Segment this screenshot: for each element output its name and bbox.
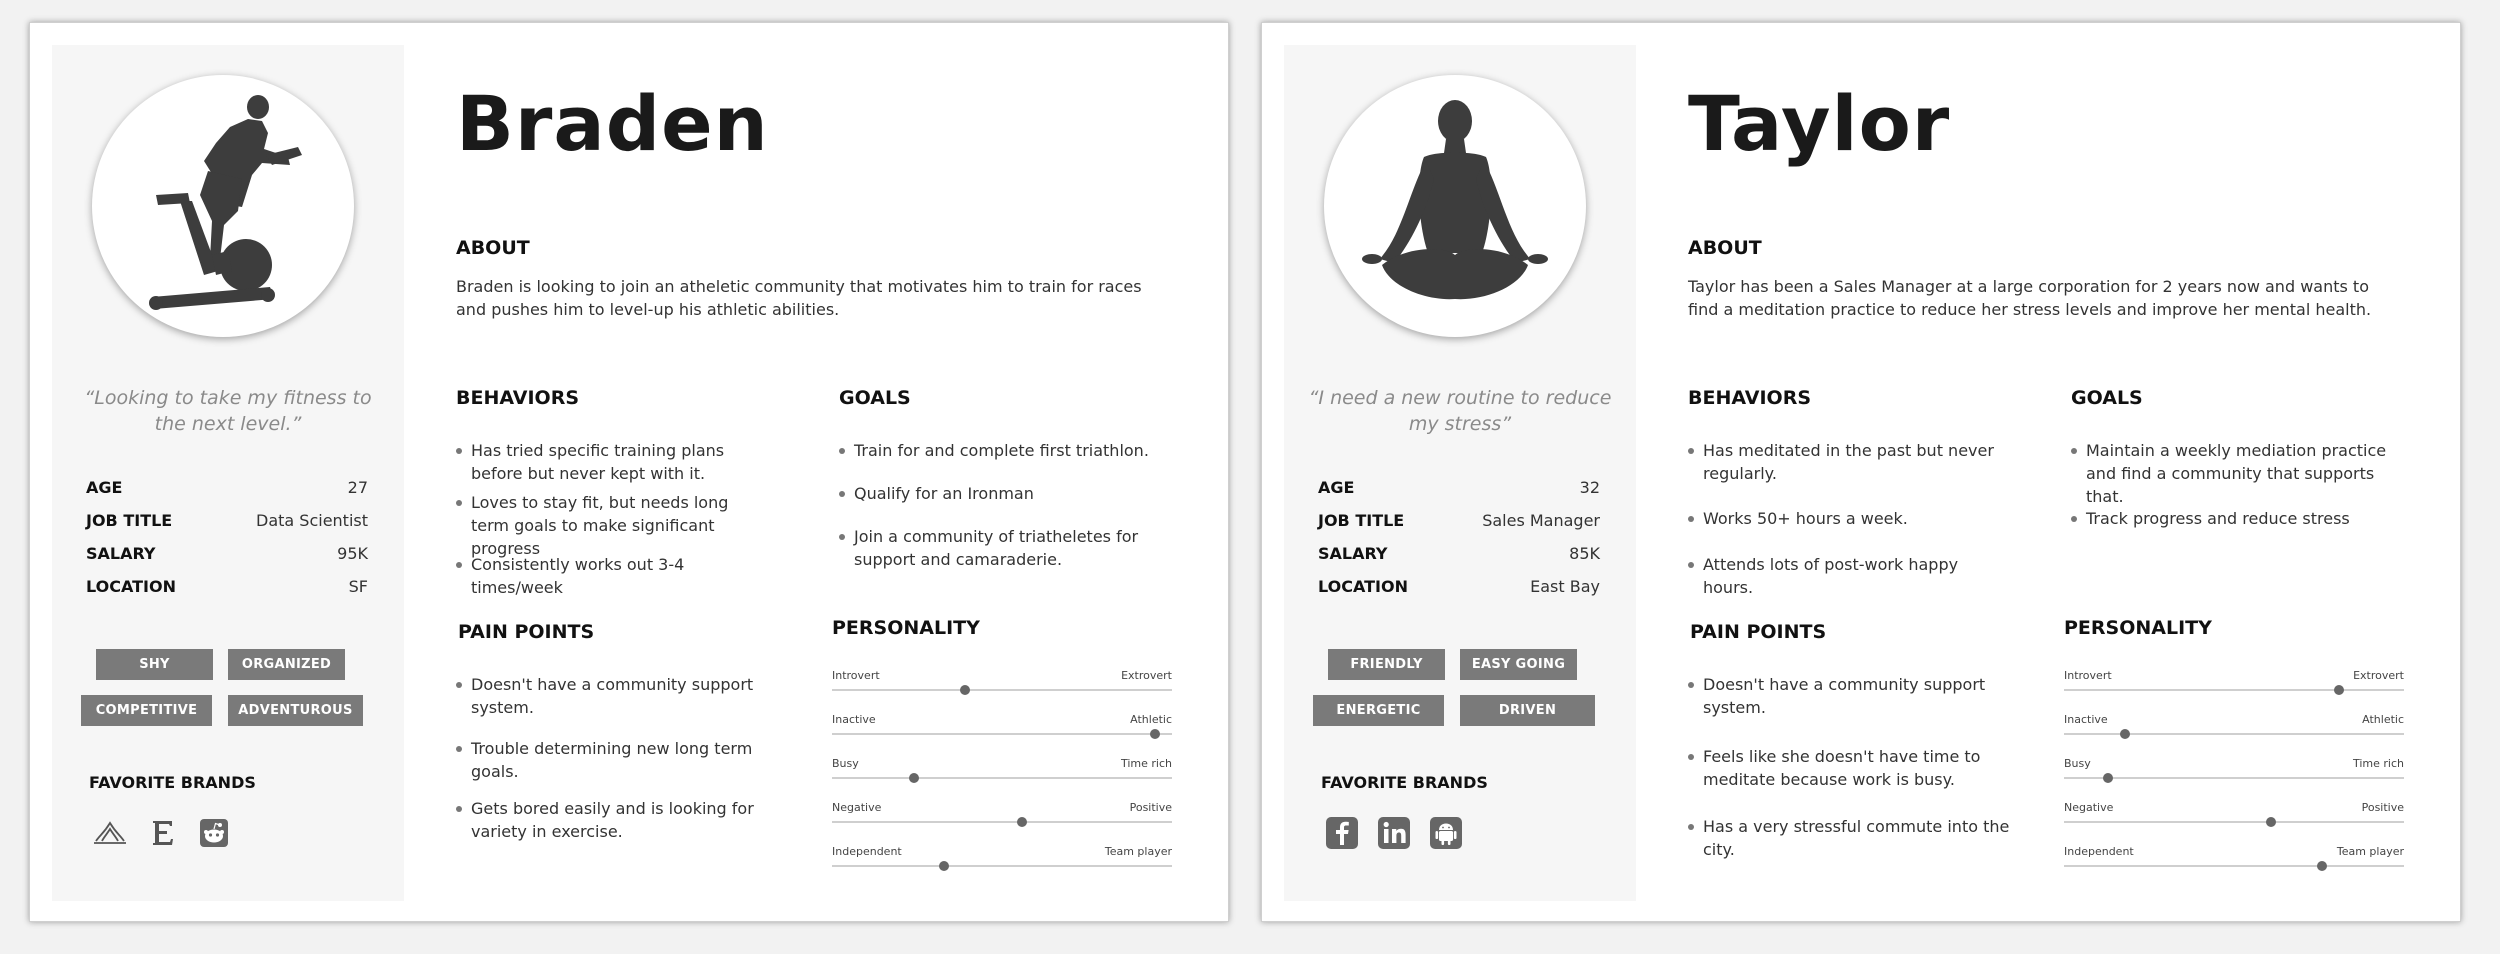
personality-slider bbox=[832, 757, 1172, 801]
slider-right-label: Time rich bbox=[2352, 757, 2404, 770]
trait-tags bbox=[52, 649, 404, 749]
personality-slider bbox=[2064, 845, 2404, 889]
slider-track bbox=[832, 865, 1172, 867]
stat-value: 95K bbox=[337, 544, 368, 563]
personality-slider bbox=[2064, 713, 2404, 757]
slider-right-label: Team player bbox=[1104, 845, 1172, 858]
favorite-brands bbox=[1324, 813, 1464, 853]
stat-row-age bbox=[86, 471, 368, 504]
stat-value: 32 bbox=[1579, 478, 1600, 497]
slider-track bbox=[832, 821, 1172, 823]
slider-left-label: Independent bbox=[2064, 845, 2134, 858]
stat-row-age bbox=[1318, 471, 1600, 504]
trait-tag: SHY bbox=[96, 649, 213, 680]
persona-sidebar bbox=[1284, 45, 1636, 901]
personality-slider bbox=[2064, 669, 2404, 713]
slider-knob bbox=[1017, 817, 1027, 827]
persona-quote: “Looking to take my fitness to the next level.” bbox=[84, 387, 372, 435]
favorite-brands-title: FAVORITE BRANDS bbox=[89, 773, 256, 792]
stat-label: JOB TITLE bbox=[86, 511, 173, 530]
slider-track bbox=[832, 733, 1172, 735]
etsy-logo-icon bbox=[144, 815, 180, 851]
personality-slider bbox=[2064, 801, 2404, 845]
list-item: Trouble determining new long term goals. bbox=[456, 737, 766, 783]
cyclist-silhouette-icon bbox=[92, 75, 354, 337]
persona-card-braden bbox=[29, 22, 1229, 922]
stat-label: LOCATION bbox=[86, 577, 176, 596]
slider-track bbox=[2064, 777, 2404, 779]
stat-row-salary bbox=[86, 537, 368, 570]
slider-track bbox=[832, 689, 1172, 691]
android-logo-icon bbox=[1428, 815, 1464, 851]
stat-value: SF bbox=[348, 577, 368, 596]
goals-title: GOALS bbox=[2071, 387, 2143, 409]
stat-label: AGE bbox=[1318, 478, 1355, 497]
stat-value: Sales Manager bbox=[1482, 511, 1600, 530]
stat-row-salary bbox=[1318, 537, 1600, 570]
persona-name: Braden bbox=[456, 79, 769, 168]
personality-slider bbox=[832, 801, 1172, 845]
list-item: Consistently works out 3-4 times/week bbox=[456, 553, 766, 599]
slider-left-label: Negative bbox=[832, 801, 882, 814]
list-item: Attends lots of post-work happy hours. bbox=[1688, 553, 1998, 599]
list-item: Train for and complete first triathlon. bbox=[839, 439, 1149, 462]
slider-right-label: Positive bbox=[2361, 801, 2404, 814]
favorite-brands bbox=[92, 813, 232, 853]
stat-label: SALARY bbox=[86, 544, 156, 563]
personality-title: PERSONALITY bbox=[832, 617, 980, 639]
list-item: Doesn't have a community support system. bbox=[1688, 673, 2018, 719]
list-item: Loves to stay fit, but needs long term goals to make significant progress bbox=[456, 491, 766, 560]
slider-right-label: Athletic bbox=[1130, 713, 1172, 726]
adidas-logo-icon bbox=[92, 815, 128, 851]
persona-quote: “I need a new routine to reduce my stress” bbox=[1308, 387, 1612, 435]
slider-right-label: Time rich bbox=[1120, 757, 1172, 770]
trait-tags bbox=[1284, 649, 1636, 749]
stat-row-job-title bbox=[1318, 504, 1600, 537]
slider-knob bbox=[960, 685, 970, 695]
slider-knob bbox=[2266, 817, 2276, 827]
stat-row-location bbox=[86, 570, 368, 603]
trait-tag: ADVENTUROUS bbox=[228, 695, 363, 726]
stat-label: SALARY bbox=[1318, 544, 1388, 563]
stat-row-location bbox=[1318, 570, 1600, 603]
slider-knob bbox=[2120, 729, 2130, 739]
slider-track bbox=[2064, 733, 2404, 735]
slider-left-label: Negative bbox=[2064, 801, 2114, 814]
facebook-logo-icon bbox=[1324, 815, 1360, 851]
slider-track bbox=[2064, 821, 2404, 823]
personality-slider bbox=[2064, 757, 2404, 801]
slider-right-label: Positive bbox=[1129, 801, 1172, 814]
list-item: Has meditated in the past but never regularly. bbox=[1688, 439, 1998, 485]
slider-knob bbox=[1150, 729, 1160, 739]
slider-knob bbox=[2317, 861, 2327, 871]
persona-sidebar bbox=[52, 45, 404, 901]
about-text: Taylor has been a Sales Manager at a large corporation for 2 years now and wants to find a meditation practice to reduce her stress levels and improve her mental health. bbox=[1688, 277, 2372, 319]
persona-name: Taylor bbox=[1688, 79, 1951, 168]
list-item: Track progress and reduce stress bbox=[2071, 507, 2350, 530]
pain-points-title: PAIN POINTS bbox=[1690, 621, 1827, 643]
favorite-brands-title: FAVORITE BRANDS bbox=[1321, 773, 1488, 792]
stat-label: JOB TITLE bbox=[1318, 511, 1405, 530]
stat-label: AGE bbox=[86, 478, 123, 497]
personality-slider bbox=[832, 713, 1172, 757]
slider-knob bbox=[939, 861, 949, 871]
list-item: Has a very stressful commute into the city. bbox=[1688, 815, 2018, 861]
persona-stats bbox=[1318, 471, 1600, 603]
slider-left-label: Introvert bbox=[832, 669, 880, 682]
slider-right-label: Athletic bbox=[2362, 713, 2404, 726]
trait-tag: ORGANIZED bbox=[228, 649, 345, 680]
behaviors-title: BEHAVIORS bbox=[1688, 387, 1812, 409]
list-item: Join a community of triatheletes for support and camaraderie. bbox=[839, 525, 1159, 571]
list-item: Gets bored easily and is looking for variety in exercise. bbox=[456, 797, 766, 843]
list-item: Feels like she doesn't have time to meditate because work is busy. bbox=[1688, 745, 2018, 791]
trait-tag: FRIENDLY bbox=[1328, 649, 1445, 680]
stat-value: East Bay bbox=[1530, 577, 1600, 596]
slider-left-label: Busy bbox=[2064, 757, 2091, 770]
slider-right-label: Extrovert bbox=[1121, 669, 1172, 682]
goals-title: GOALS bbox=[839, 387, 911, 409]
slider-left-label: Introvert bbox=[2064, 669, 2112, 682]
slider-left-label: Busy bbox=[832, 757, 859, 770]
stat-value: 27 bbox=[347, 478, 368, 497]
reddit-logo-icon bbox=[196, 815, 232, 851]
list-item: Maintain a weekly mediation practice and find a community that supports that. bbox=[2071, 439, 2401, 508]
slider-left-label: Inactive bbox=[832, 713, 876, 726]
persona-card-taylor bbox=[1261, 22, 2461, 922]
personality-slider bbox=[832, 669, 1172, 713]
trait-tag: EASY GOING bbox=[1460, 649, 1577, 680]
list-item: Qualify for an Ironman bbox=[839, 482, 1034, 505]
trait-tag: DRIVEN bbox=[1460, 695, 1595, 726]
stat-row-job-title bbox=[86, 504, 368, 537]
stat-label: LOCATION bbox=[1318, 577, 1408, 596]
trait-tag: COMPETITIVE bbox=[81, 695, 212, 726]
slider-right-label: Extrovert bbox=[2353, 669, 2404, 682]
slider-knob bbox=[2334, 685, 2344, 695]
about-title: ABOUT bbox=[1688, 237, 1762, 259]
slider-track bbox=[2064, 865, 2404, 867]
personality-sliders bbox=[832, 669, 1172, 889]
list-item: Doesn't have a community support system. bbox=[456, 673, 766, 719]
linkedin-logo-icon bbox=[1376, 815, 1412, 851]
behaviors-title: BEHAVIORS bbox=[456, 387, 580, 409]
stat-value: 85K bbox=[1569, 544, 1600, 563]
personality-slider bbox=[832, 845, 1172, 889]
trait-tag: ENERGETIC bbox=[1313, 695, 1444, 726]
about-text: Braden is looking to join an atheletic community that motivates him to train for races and pushes him to level-up his athletic abilities. bbox=[456, 277, 1142, 319]
list-item: Has tried specific training plans before but never kept with it. bbox=[456, 439, 766, 485]
slider-track bbox=[832, 777, 1172, 779]
slider-knob bbox=[909, 773, 919, 783]
slider-track bbox=[2064, 689, 2404, 691]
list-item: Works 50+ hours a week. bbox=[1688, 507, 1908, 530]
meditation-silhouette-icon bbox=[1324, 75, 1586, 337]
personality-title: PERSONALITY bbox=[2064, 617, 2212, 639]
about-title: ABOUT bbox=[456, 237, 530, 259]
slider-knob bbox=[2103, 773, 2113, 783]
slider-right-label: Team player bbox=[2336, 845, 2404, 858]
persona-stats bbox=[86, 471, 368, 603]
personality-sliders bbox=[2064, 669, 2404, 889]
slider-left-label: Independent bbox=[832, 845, 902, 858]
pain-points-title: PAIN POINTS bbox=[458, 621, 595, 643]
slider-left-label: Inactive bbox=[2064, 713, 2108, 726]
stat-value: Data Scientist bbox=[256, 511, 368, 530]
